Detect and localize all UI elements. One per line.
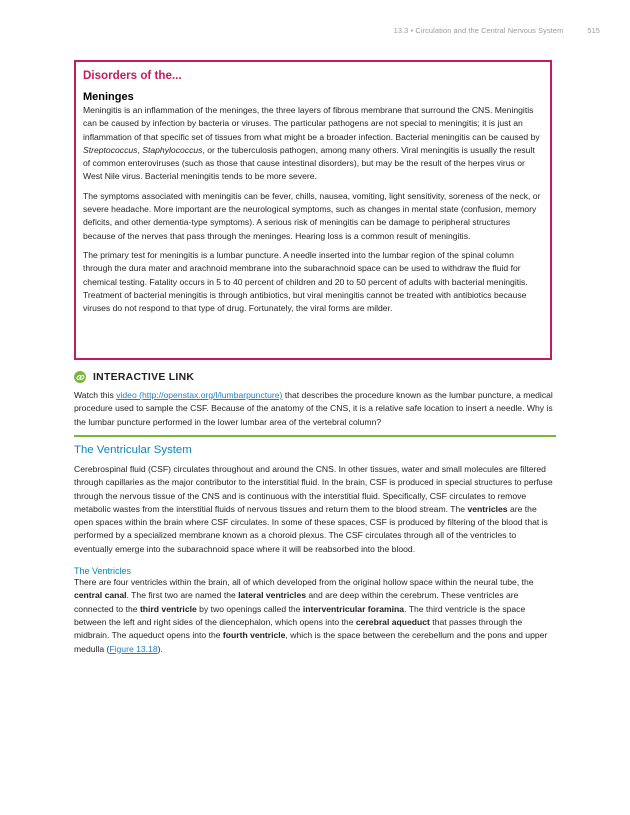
page-number: 515 <box>587 26 600 35</box>
key-term: interventricular foramina <box>302 603 405 614</box>
text-run: , or the tuberculosis pathogen, among many others. Viral meningitis is usually the result of common enteroviruses (such as those that cause intestinal disorders), but may be the result of the herpes virus or West Nile virus. Bacterial meningitis tends to be more severe. <box>83 144 535 182</box>
feature-paragraph-3: The primary test for meningitis is a lumbar puncture. A needle inserted into the lumbar region of the spinal column through the dura mater and arachnoid membrane into the subarachnoid space can be used to withdraw the fluid for chemical testing. Fatality occurs in 5 to 40 percent of children and 20 to 50 percent of adults with bacterial meningitis. Treatment of bacterial meningitis is through antibiotics, but viral meningitis cannot be treated with antibiotics because viruses do not respond to that type of drug. Fortunately, the viral forms are milder. <box>83 249 528 314</box>
interactive-link-header <box>74 369 556 385</box>
feature-subtitle: Meninges <box>83 91 134 103</box>
text-run: , <box>137 144 143 155</box>
running-title: 13.3 • Circulation and the Central Nervous System <box>393 26 564 35</box>
subsection-paragraph <box>74 576 556 656</box>
text-run: Watch this <box>74 390 117 400</box>
feature-paragraph-2: The symptoms associated with meningitis can be fever, chills, nausea, vomiting, light sensitivity, soreness of the neck, or severe headache. More important are the neurological symptoms, such as changes in mental state (confusion, memory deficits, and other dementia-type symptoms). A serious risk of meningitis can be damage to peripheral structures because of the nerves that pass through the meninges. Hearing loss is a common result of meningitis. <box>83 190 541 241</box>
key-term: fourth ventricle <box>222 630 286 641</box>
key-term: lateral ventricles <box>238 590 307 601</box>
section-paragraph <box>74 463 556 556</box>
text-run: Cerebrospinal fluid (CSF) circulates throughout and around the CNS. In other tissues, water and small molecules are filtered through capillaries as the major contributor to the interstitial fluid. In the brain, CSF is produced in special structures to perfuse through the nervous tissue of the CNS and is continuous with the interstitial fluid. Specifically, CSF circulates to remove metabolic wastes from the interstitial fluids of nervous tissues and return them to the blood stream. The <box>74 464 553 514</box>
text-run: by two openings called the <box>196 603 303 614</box>
text-run: . The third ventricle is the space between the left and right sides of the diencephalon, which opens into the <box>74 603 526 627</box>
italic-term: Streptococcus <box>83 144 138 155</box>
feature-paragraph-1 <box>83 104 542 184</box>
feature-title: Disorders of the... <box>83 69 182 82</box>
ventricular-system-section <box>74 444 556 656</box>
text-run: ). <box>157 643 163 654</box>
running-head <box>394 26 600 35</box>
text-run: and are deep within the cerebrum. These ventricles are connected to the <box>74 590 519 614</box>
text-run: that passes through the midbrain. The aqueduct opens into the <box>74 616 523 641</box>
subsection-title: The Ventricles <box>74 566 132 577</box>
figure-link[interactable]: Figure 13.18 <box>109 643 158 654</box>
link-icon <box>74 371 86 383</box>
italic-term: Staphylococcus <box>142 144 203 155</box>
video-link[interactable]: video (http://openstax.org/l/lumbarpuncture) <box>116 390 283 400</box>
text-run: Meningitis is an inflammation of the meninges, the three layers of fibrous membrane that surround the CNS. Meningitis can be caused by infection by bacteria or viruses. The particular pathogens are not special to meningitis; it is just an inflammation of that specific set of tissues from what might be a broader infection. Bacterial meningitis can be caused by <box>83 105 540 142</box>
text-run: that describes the procedure known as the lumbar puncture, a medical procedure used to sample the CSF. Because of the anatomy of the CNS, it is a relative safe location to insert a needle. Why is the lumbar puncture performed in the lower lumbar area of the vertebral column? <box>74 390 553 427</box>
text-run: , which is the space between the cerebellum and the pons and upper medulla ( <box>74 630 548 654</box>
key-term: ventricles <box>467 503 508 514</box>
text-run: are the open spaces within the brain where CSF circulates. In some of these spaces, CSF is produced by filtering of the blood that is performed by a specialized membrane known as a choroid plexus. The CSF circulates through all of the ventricles to eventually emerge into the subarachnoid space where it will be reabsorbed into the blood. <box>74 503 548 554</box>
key-term: cerebral aqueduct <box>355 616 430 627</box>
key-term: central canal <box>74 590 127 601</box>
interactive-link-title: INTERACTIVE LINK <box>93 371 195 383</box>
disorders-feature-box <box>74 60 552 360</box>
text-run: There are four ventricles within the brain, all of which developed from the original hollow space within the neural tube, the <box>74 577 534 588</box>
section-title: The Ventricular System <box>74 444 192 456</box>
interactive-link-text <box>74 389 556 429</box>
green-divider <box>74 435 556 437</box>
key-term: third ventricle <box>139 603 197 614</box>
text-run: . The first two are named the <box>126 590 239 601</box>
interactive-link-box <box>74 369 556 429</box>
